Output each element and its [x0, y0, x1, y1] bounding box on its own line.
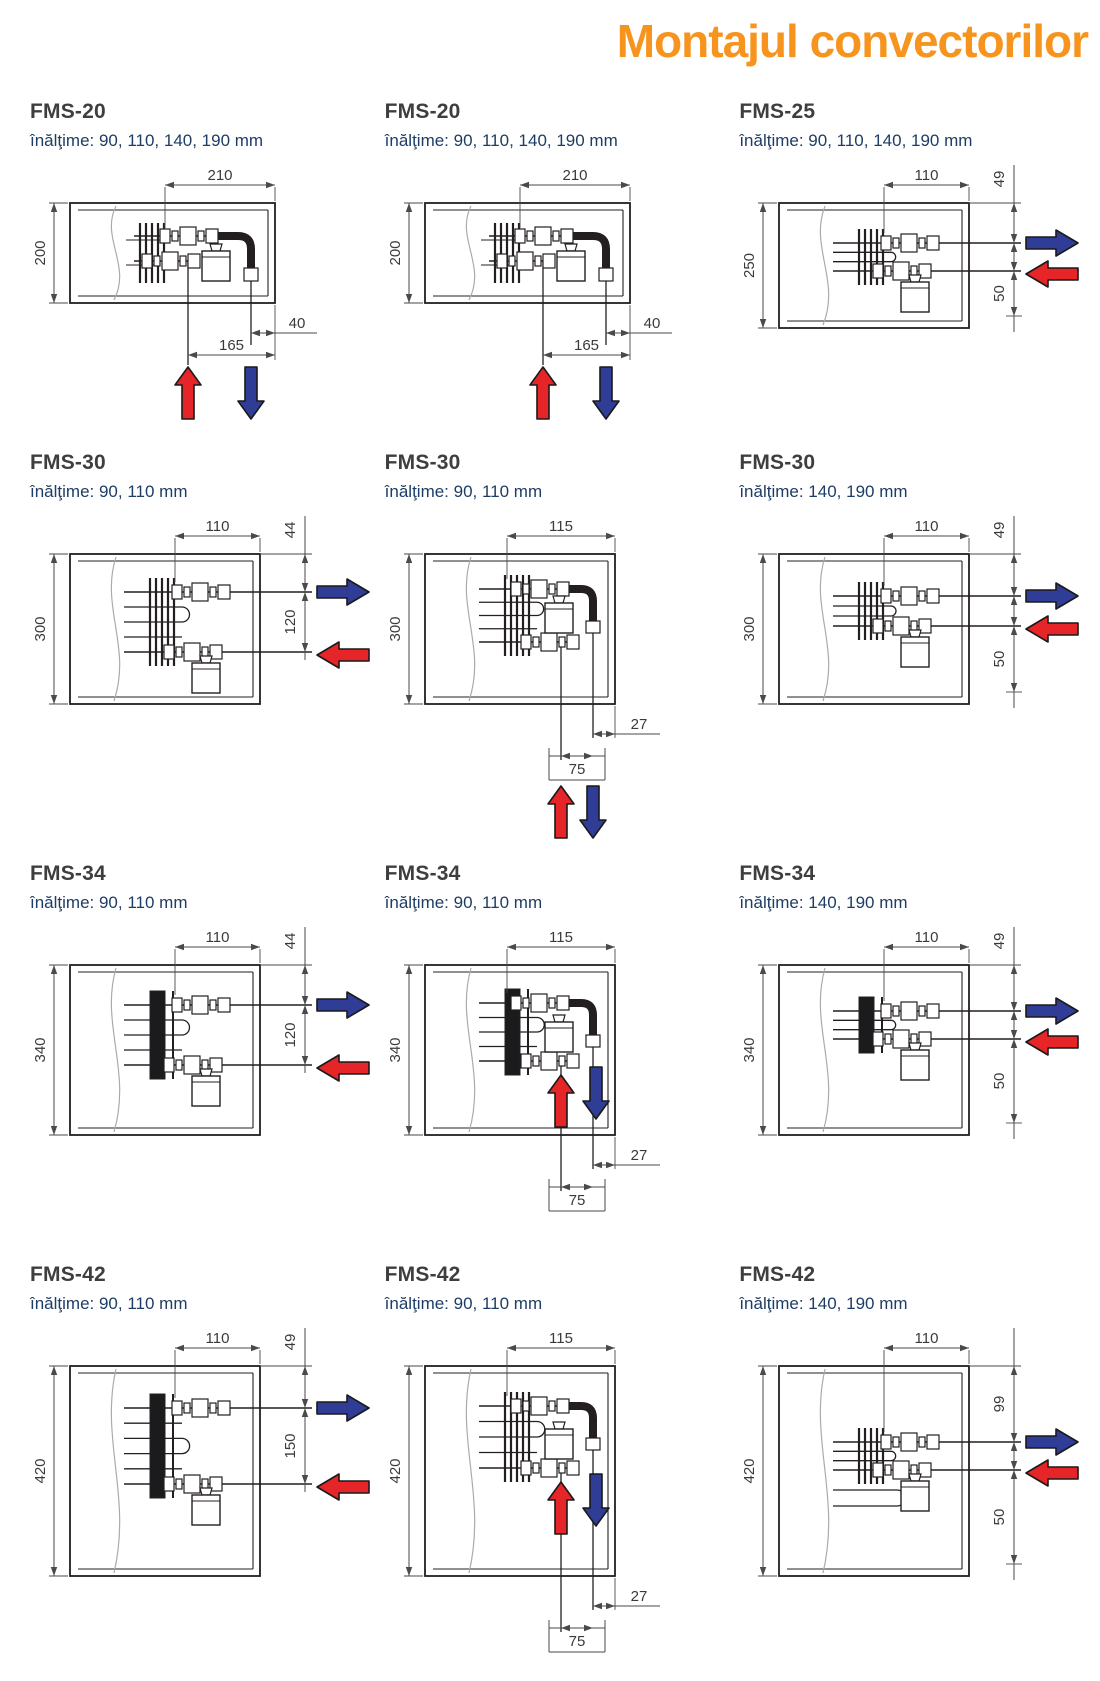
model-name: FMS-34	[384, 862, 461, 885]
dimension-label: 340	[32, 1037, 49, 1063]
flow-arrow-blue-right	[317, 1395, 369, 1421]
height-label: înălţime: 90, 110, 140, 190 mm	[384, 131, 618, 150]
flow-arrow-red-left	[1026, 616, 1078, 642]
dimension-label: 40	[288, 315, 306, 332]
flow-arrow-blue-down	[583, 1067, 609, 1119]
dimension-label: 420	[386, 1458, 404, 1484]
diagram-grid	[0, 72, 1100, 1681]
diagram-cell	[30, 862, 377, 1245]
height-label: înălţime: 90, 110, 140, 190 mm	[739, 131, 973, 150]
height-label: înălţime: 90, 110 mm	[384, 482, 543, 501]
flow-arrow-red-up	[548, 1482, 574, 1534]
flow-arrow-red-up	[548, 1075, 574, 1127]
dimension-label: 200	[32, 240, 49, 266]
dimension-label: 110	[914, 167, 939, 184]
height-label: înălţime: 90, 110, 140, 190 mm	[30, 131, 264, 150]
dimension-label: 115	[548, 518, 573, 535]
convector-mount-diagram	[30, 153, 375, 433]
flow-arrow-blue-down	[583, 1474, 609, 1526]
height-label: înălţime: 140, 190 mm	[739, 482, 908, 501]
flow-arrow-red-left	[1026, 261, 1078, 287]
dimension-label: 420	[741, 1458, 759, 1484]
dimension-label: 49	[991, 932, 1009, 950]
page-title: Montajul convectorilor	[616, 15, 1088, 67]
flow-arrow-red-up	[175, 367, 201, 419]
convector-mount-diagram	[739, 504, 1084, 844]
convector-mount-diagram	[30, 1316, 375, 1671]
dimension-label: 340	[741, 1037, 759, 1063]
diagram-cell	[739, 1263, 1086, 1671]
diagram-cell	[385, 862, 732, 1245]
dimension-label: 110	[914, 1330, 939, 1347]
diagram-cell	[385, 451, 732, 844]
convector-mount-diagram	[385, 915, 730, 1245]
dimension-label: 110	[205, 929, 230, 946]
dimension-label: 340	[386, 1037, 404, 1063]
model-name: FMS-34	[30, 862, 106, 885]
diagram-cell	[30, 100, 377, 433]
convector-mount-diagram	[739, 1316, 1084, 1671]
model-name: FMS-42	[384, 1263, 461, 1286]
dimension-label: 110	[205, 1330, 230, 1347]
dimension-label: 49	[991, 170, 1009, 188]
dimension-label: 49	[991, 521, 1009, 539]
dimension-label: 110	[205, 518, 230, 535]
convector-mount-diagram	[385, 153, 730, 433]
flow-arrow-blue-right	[1026, 230, 1078, 256]
convector-mount-diagram	[30, 504, 375, 844]
dimension-label: 99	[991, 1395, 1009, 1413]
diagram-cell	[739, 451, 1086, 844]
flow-arrow-red-up	[530, 367, 556, 419]
flow-arrow-blue-down	[580, 786, 606, 838]
model-name: FMS-20	[30, 100, 106, 123]
convector-mount-diagram	[30, 915, 375, 1245]
convector-mount-diagram	[385, 1316, 730, 1671]
diagram-cell	[739, 100, 1086, 433]
flow-arrow-red-left	[1026, 1029, 1078, 1055]
dimension-label: 44	[282, 521, 299, 539]
diagram-cell	[30, 451, 377, 844]
dimension-label: 210	[207, 167, 233, 184]
dimension-label: 50	[991, 285, 1009, 302]
model-name: FMS-42	[30, 1263, 106, 1286]
flow-arrow-red-left	[317, 1474, 369, 1500]
dimension-label: 50	[991, 1508, 1009, 1526]
model-name: FMS-34	[739, 862, 816, 885]
dimension-label: 150	[282, 1433, 299, 1459]
height-label: înălţime: 90, 110 mm	[384, 1294, 543, 1313]
model-name: FMS-42	[739, 1263, 816, 1286]
dimension-label: 40	[643, 315, 660, 332]
dimension-label: 250	[741, 252, 759, 279]
convector-mount-diagram	[739, 153, 1084, 433]
height-label: înălţime: 90, 110 mm	[30, 482, 188, 501]
flow-arrow-red-left	[1026, 1460, 1078, 1486]
dimension-label: 120	[282, 1022, 299, 1048]
diagram-cell	[739, 862, 1086, 1245]
height-label: înălţime: 90, 110 mm	[384, 893, 543, 912]
flow-arrow-red-up	[548, 786, 574, 838]
dimension-label: 210	[562, 167, 588, 184]
model-name: FMS-30	[739, 451, 816, 474]
dimension-label: 49	[282, 1333, 299, 1351]
dimension-label: 110	[914, 929, 939, 946]
diagram-cell	[385, 100, 732, 433]
dimension-label: 27	[630, 1588, 647, 1605]
dimension-label: 165	[573, 337, 599, 354]
dimension-label: 200	[386, 240, 404, 266]
dimension-label: 27	[630, 716, 647, 733]
flow-arrow-red-left	[317, 642, 369, 668]
dimension-label: 300	[32, 616, 49, 642]
diagram-cell	[30, 1263, 377, 1671]
dimension-label: 120	[282, 609, 299, 635]
dimension-label: 27	[630, 1147, 647, 1164]
diagram-cell	[385, 1263, 732, 1671]
dimension-label: 300	[741, 616, 759, 642]
height-label: înălţime: 140, 190 mm	[739, 893, 908, 912]
dimension-label: 420	[32, 1458, 49, 1484]
page-header	[0, 0, 1100, 72]
model-name: FMS-30	[384, 451, 461, 474]
model-name: FMS-30	[30, 451, 106, 474]
flow-arrow-blue-right	[317, 579, 369, 605]
flow-arrow-blue-down	[238, 367, 264, 419]
flow-arrow-blue-right	[317, 992, 369, 1018]
height-label: înălţime: 140, 190 mm	[739, 1294, 908, 1313]
flow-arrow-blue-right	[1026, 583, 1078, 609]
model-name: FMS-25	[739, 100, 816, 123]
dimension-label: 50	[991, 650, 1009, 668]
dimension-label: 110	[914, 518, 939, 535]
dimension-label: 75	[568, 1192, 585, 1209]
height-label: înălţime: 90, 110 mm	[30, 1294, 188, 1313]
flow-arrow-blue-right	[1026, 998, 1078, 1024]
dimension-label: 44	[282, 932, 299, 950]
dimension-label: 300	[386, 616, 404, 642]
model-name: FMS-20	[384, 100, 461, 123]
flow-arrow-blue-right	[1026, 1429, 1078, 1455]
convector-mount-diagram	[739, 915, 1084, 1245]
dimension-label: 115	[548, 1330, 573, 1347]
dimension-label: 75	[568, 1633, 585, 1650]
dimension-label: 165	[218, 337, 245, 354]
dimension-label: 75	[568, 761, 585, 778]
convector-mount-diagram	[385, 504, 730, 844]
height-label: înălţime: 90, 110 mm	[30, 893, 188, 912]
flow-arrow-blue-down	[593, 367, 619, 419]
flow-arrow-red-left	[317, 1055, 369, 1081]
dimension-label: 115	[548, 929, 573, 946]
dimension-label: 50	[991, 1072, 1009, 1090]
